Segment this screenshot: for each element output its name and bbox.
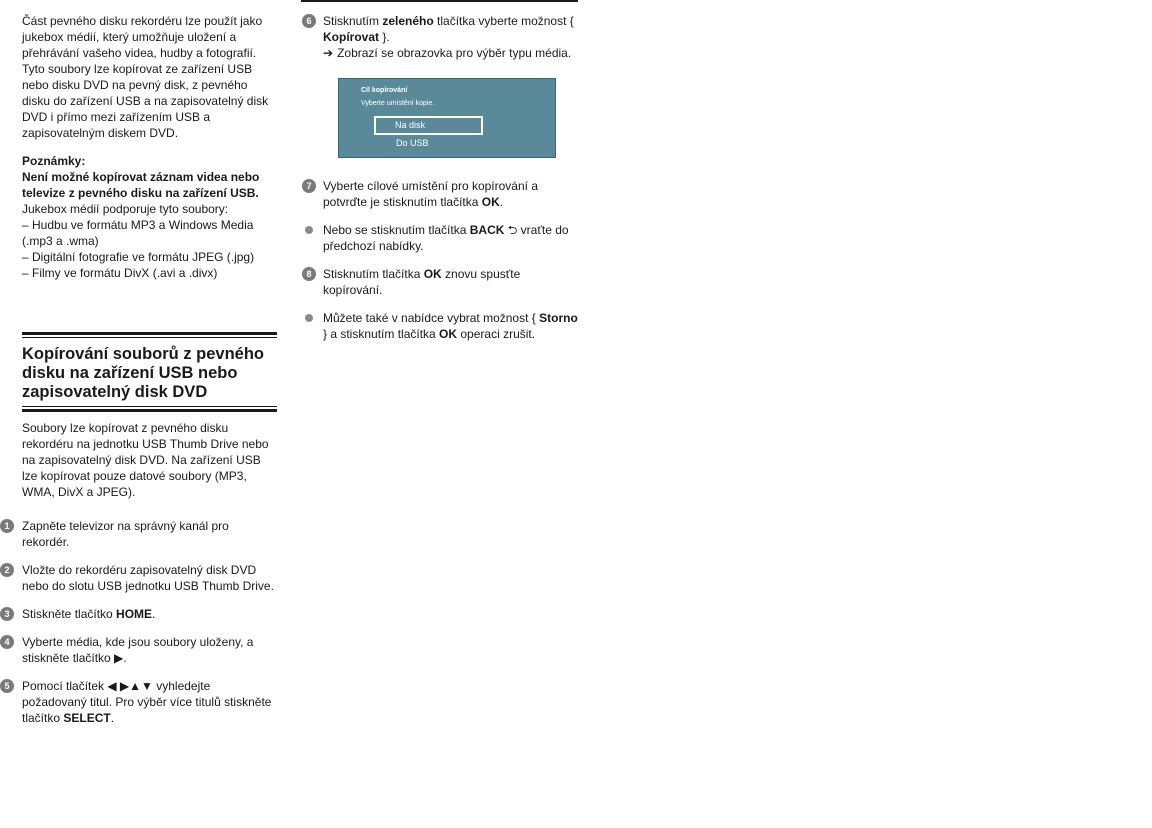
- step-number: 2: [0, 563, 14, 577]
- step-text-part: }.: [379, 30, 390, 44]
- bullet-icon: [305, 314, 313, 322]
- button-name: BACK: [469, 223, 505, 237]
- bullet-text-part: Nebo se stisknutím tlačítka: [323, 223, 470, 237]
- result-text: Zobrazí se obrazovka pro výběr typu média.: [337, 46, 572, 60]
- section-heading: Kopírování souborů z pevného disku na zařízení USB nebo zapisovatelný disk DVD: [22, 345, 265, 401]
- step-4: [0, 634, 278, 666]
- bullet-cancel: [301, 310, 581, 342]
- step-text: [22, 678, 278, 726]
- notes-list-item: – Hudbu ve formátu MP3 a Windows Media (.mp3 a .wma): [22, 218, 254, 248]
- step-number: 8: [302, 267, 316, 281]
- section-divider-top: [22, 332, 277, 339]
- bullet-text: [323, 310, 581, 342]
- notes-text: Jukebox médií podporuje tyto soubory:: [22, 202, 229, 216]
- step-text: [22, 606, 278, 622]
- step-text-part: znovu spusťte kopírování.: [323, 267, 521, 297]
- button-name: zeleného: [382, 14, 434, 28]
- bullet-text-part: ⮌ vraťte do předchozí nabídky.: [323, 223, 569, 253]
- notes-list-item: – Digitální fotografie ve formátu JPEG (.jpg): [22, 250, 255, 264]
- button-name: OK: [481, 195, 500, 209]
- bullet-text-part: operaci zrušit.: [457, 327, 536, 341]
- top-rule: [301, 0, 578, 2]
- step-5: [0, 678, 278, 726]
- button-name: SELECT: [63, 711, 111, 725]
- arrow-right-icon: ➔: [323, 46, 334, 60]
- step-text-part: .: [123, 651, 127, 665]
- button-name: HOME: [116, 607, 153, 621]
- option-name: Kopírovat: [323, 30, 380, 44]
- step-8: [301, 266, 581, 298]
- step-3: [0, 606, 278, 622]
- screen-subtitle: Vyberte umístění kopie.: [361, 100, 435, 107]
- step-text-part: Vyberte média, kde jsou soubory uloženy, a stiskněte tlačítko: [22, 635, 254, 665]
- step-text-part: .: [499, 195, 504, 209]
- step-text-part: .: [152, 607, 156, 621]
- step-text: [323, 178, 581, 210]
- bullet-text-part: } a stisknutím tlačítka: [323, 327, 440, 341]
- notes-heading: Poznámky:: [22, 154, 86, 168]
- intro-paragraph: Část pevného disku rekordéru lze použít jako jukebox médií, který umožňuje uložení a přehrávání vašeho videa, hudby a fotografií. Tyto soubory lze kopírovat ze zařízení USB nebo disku DVD na pevný disk, z pevného disku do zařízení USB a na zapisovatelný disk DVD i přímo mezi zařízením USB a zapisovatelným diskem DVD.: [22, 14, 269, 140]
- option-name: Storno: [539, 311, 578, 325]
- left-column: [22, 13, 278, 281]
- copy-target-screen: [338, 78, 556, 158]
- notes-bold-text: Není možné kopírovat záznam videa nebo televize z pevného disku na zařízení USB.: [22, 170, 260, 200]
- step-2: [0, 562, 278, 594]
- bullet-text-part: Můžete také v nabídce vybrat možnost {: [323, 311, 540, 325]
- button-name: OK: [423, 267, 442, 281]
- step-1: [0, 518, 278, 550]
- step-text-part: Vyberte cílové umístění pro kopírování a potvrďte je stisknutím tlačítka: [323, 179, 538, 209]
- step-number: 1: [0, 519, 14, 533]
- notes-list-item: – Filmy ve formátu DivX (.avi a .divx): [22, 266, 218, 280]
- step-text: Vložte do rekordéru zapisovatelný disk DVD nebo do slotu USB jednotku USB Thumb Drive.: [22, 563, 274, 593]
- bullet-icon: [305, 226, 313, 234]
- step-text: [323, 13, 581, 45]
- step-text: Zapněte televizor na správný kanál pro rekordér.: [22, 519, 229, 549]
- step-text: [323, 266, 581, 298]
- option-na-disk[interactable]: [374, 116, 483, 135]
- bullet-back: [301, 222, 581, 254]
- button-name: OK: [439, 327, 458, 341]
- step-text-part: Stisknutím: [323, 14, 383, 28]
- screen-title: Cíl kopírování: [361, 87, 408, 94]
- step-text-part: Pomocí tlačítek ◀ ▶▲▼ vyhledejte požadovaný titul. Pro výběr více titulů stiskněte tlačítko: [22, 679, 272, 725]
- step-number: 3: [0, 607, 14, 621]
- step-text-part: tlačítka vyberte možnost {: [433, 14, 574, 28]
- option-do-usb[interactable]: Do USB: [396, 138, 429, 148]
- section-divider-bottom: [22, 406, 277, 413]
- right-column: [301, 13, 581, 354]
- step-number: 5: [0, 679, 14, 693]
- play-arrow-icon: ▶: [114, 651, 124, 665]
- notes-block: [22, 153, 278, 281]
- step-text: [22, 634, 278, 666]
- step-result: [323, 45, 581, 61]
- step-text-part: .: [110, 711, 115, 725]
- step-7: [301, 178, 581, 210]
- bullet-text: [323, 222, 581, 254]
- steps-list: [0, 518, 278, 738]
- step-number: 6: [302, 14, 316, 28]
- step-6: [301, 13, 581, 61]
- option-label: Na disk: [395, 120, 426, 130]
- step-number: 7: [302, 179, 316, 193]
- step-text-part: Stiskněte tlačítko: [22, 607, 117, 621]
- step-number: 4: [0, 635, 14, 649]
- section-intro: Soubory lze kopírovat z pevného disku rekordéru na jednotku USB Thumb Drive nebo na zapisovatelný disk DVD. Na zařízení USB lze kopírovat pouze datové soubory (MP3, WMA, DivX a JPEG).: [22, 421, 269, 499]
- step-text-part: Stisknutím tlačítka: [323, 267, 424, 281]
